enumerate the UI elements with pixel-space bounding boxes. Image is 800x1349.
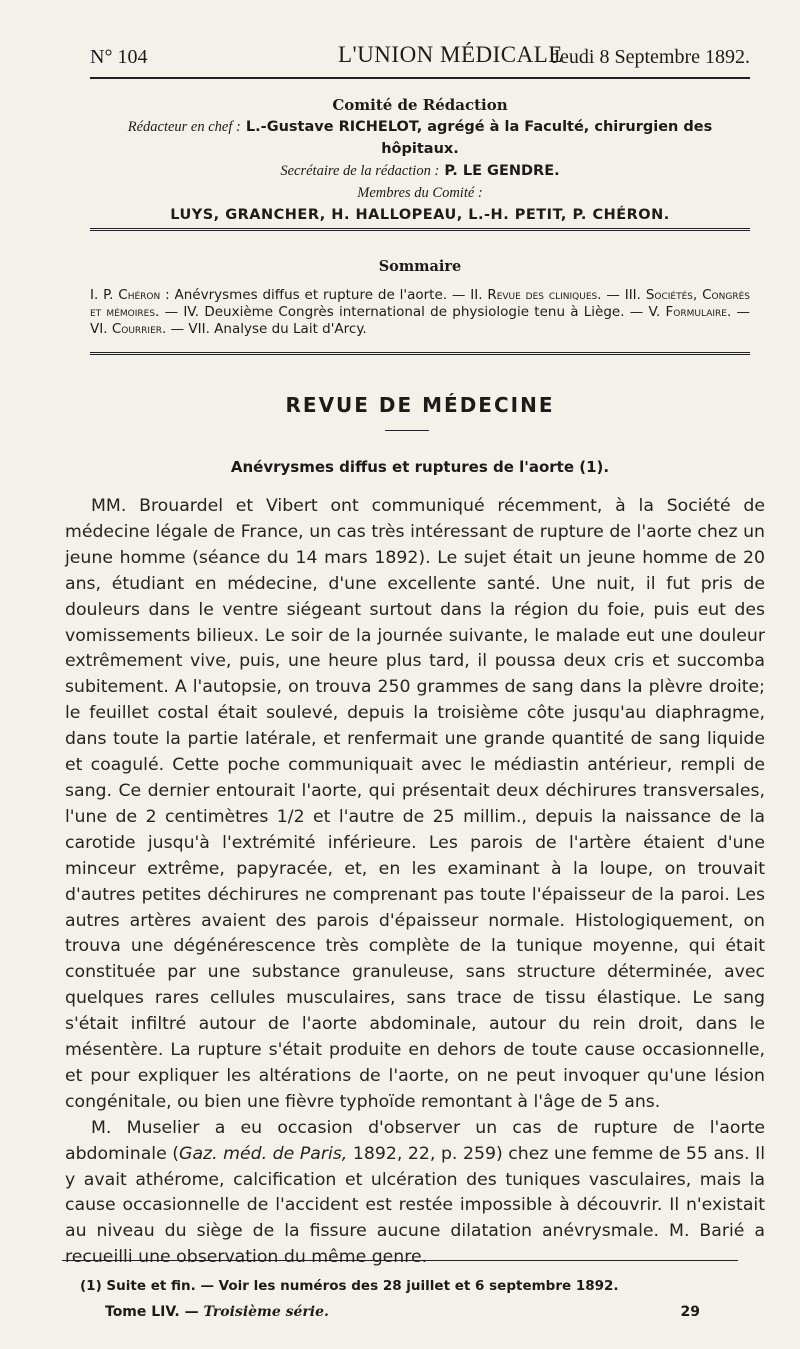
secretary-line: [90, 160, 750, 182]
paragraph-text: 1892, 22, p. 259) chez une femme de 55 ans. Il y avait athérome, calcification et ulcération des tuniques vasculaires, mais la cause occasionnelle de l'accident est restée impossible à découvrir. Il n'existait au niveau du siège de la fissure aucune dilatation anévrysmale. M. Barié a recueilli une observation du même genre.: [65, 1143, 766, 1268]
sommaire-text: . — IV. Deuxième Congrès international de physiologie tenu à Liège. — V.: [155, 304, 666, 320]
sommaire-text: . — VI.: [90, 304, 751, 337]
secretary-name: P. LE GENDRE.: [444, 163, 560, 179]
article-title: Anévrysmes diffus et ruptures de l'aorte (1).: [230, 458, 610, 476]
sommaire-section: Formulaire: [665, 304, 727, 320]
paragraph-2: [65, 1116, 765, 1271]
sommaire-section: Courrier: [111, 321, 163, 337]
volume-label: Tome LIV. —: [105, 1304, 204, 1320]
running-head: [90, 40, 750, 74]
section-title: REVUE DE MÉDECINE: [285, 393, 555, 417]
page-number: 29: [680, 1304, 700, 1320]
sommaire-rule: [90, 352, 750, 355]
sommaire-section: Revue des cliniques: [487, 287, 598, 303]
table-of-contents: [90, 258, 750, 338]
secretary-label: Secrétaire de la rédaction :: [280, 163, 440, 179]
editor-name: L.-Gustave RICHELOT, agrégé à la Faculté, chirurgien des hôpitaux.: [245, 119, 713, 157]
series-label: Troisième série.: [203, 1304, 329, 1320]
journal-title: L'UNION MÉDICALE: [338, 42, 563, 67]
issue-number: N° 104: [90, 46, 148, 68]
members-label: Membres du Comité :: [357, 185, 483, 201]
paragraph-text: M. Muselier a eu occasion d'observer un cas de rupture de l'aorte abdominale (: [65, 1117, 765, 1164]
issue-date: Jeudi 8 Septembre 1892.: [552, 46, 750, 68]
header-rule: [90, 77, 750, 79]
sommaire-text: : Anévrysmes diffus et rupture de l'aorte. — II.: [160, 287, 488, 303]
sommaire-author: Chéron: [118, 287, 161, 303]
citation: Gaz. méd. de Paris,: [179, 1143, 348, 1164]
committee-heading: Comité de Rédaction: [332, 96, 508, 114]
editorial-committee: [90, 94, 750, 226]
volume-info: [105, 1304, 329, 1320]
sommaire-text: . — VII. Analyse du Lait d'Arcy.: [162, 321, 367, 337]
footnote-rule: [62, 1260, 738, 1261]
article-body: [65, 494, 765, 1271]
sommaire-section: Sociétés, Congrès et mémoires: [90, 287, 750, 320]
sommaire-heading: Sommaire: [378, 258, 462, 275]
members-list: LUYS, GRANCHER, H. HALLOPEAU, L.-H. PETIT, P. CHÉRON.: [170, 207, 670, 223]
paragraph-1: MM. Brouardel et Vibert ont communiqué récemment, à la Société de médecine légale de France, un cas très intéressant de rupture de l'aorte chez un jeune homme (séance du 14 mars 1892). Le sujet était un jeune homme de 20 ans, étudiant en médecine, d'une excellente santé. Une nuit, il fut pris de douleurs dans le ventre siégeant surtout dans la région du foie, puis eut des vomissements bilieux. Le soir de la journée suivante, le malade eut une douleur extrêmement vive, puis, une heure plus tard, il poussa deux cris et succomba subitement. A l'autopsie, on trouva 250 grammes de sang dans la plèvre droite; le feuillet costal était soulevé, depuis la troisième côte jusqu'au diaphragme, dans toute la partie latérale, et renfermait une grande quantité de sang liquide et coagulé. Cette poche communiquait avec le médiastin antérieur, rempli de sang. Ce dernier entourait l'aorte, qui présentait deux déchirures transversales, l'une de 2 centimètres 1/2 et l'autre de 25 millim., depuis la naissance de la carotide jusqu'à l'extrémité inférieure. Les parois de l'artère étaient d'une minceur extrême, papyracée, et, en les examinant à la loupe, on trouvait d'autres petites déchirures ne comprenant pas toute l'épaisseur de la paroi. Les autres artères avaient des parois d'épaisseur normale. Histologiquement, on trouva une dégénérescence très complète de la tunique moyenne, qui était constituée par une substance granuleuse, sans structure déterminée, avec quelques rares cellules musculaires, sans trace de tissu élastique. Le sang s'était infiltré autour de l'aorte abdominale, autour du rein droit, dans le mésentère. La rupture s'était produite en dehors de toute cause occasionnelle, et pour expliquer les altérations de l'aorte, on ne peut invoquer qu'une lésion congénitale, ou bien une fièvre typhoïde remontant à l'âge de 5 ans.: [65, 496, 765, 1112]
section-divider: [385, 430, 429, 431]
page-footer: [105, 1304, 700, 1320]
sommaire-body: [90, 287, 750, 338]
sommaire-text: I. P.: [90, 287, 119, 303]
sommaire-text: . — III.: [597, 287, 646, 303]
editor-line: [90, 116, 750, 160]
committee-rule: [90, 228, 750, 231]
footnote: (1) Suite et fin. — Voir les numéros des 28 juillet et 6 septembre 1892.: [80, 1278, 619, 1294]
editor-label: Rédacteur en chef :: [127, 119, 241, 135]
